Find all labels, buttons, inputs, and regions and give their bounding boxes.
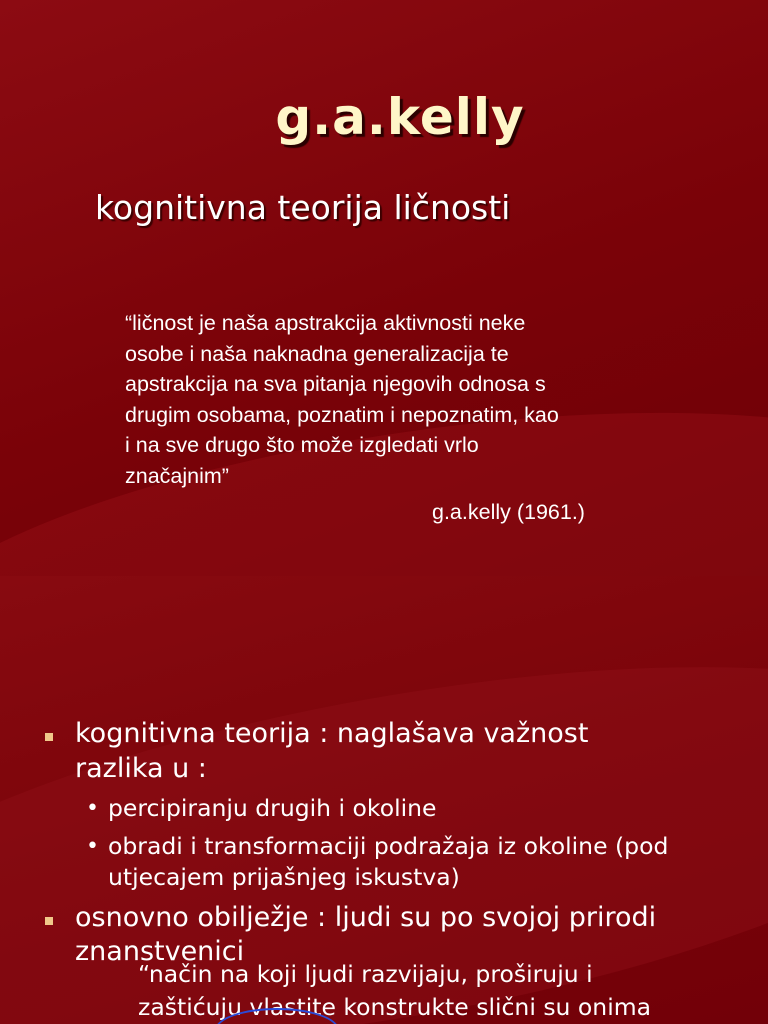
quote-block <box>138 958 738 1024</box>
slide-subtitle: kognitivna teorija ličnosti <box>95 188 511 227</box>
slide-title: g.a.kelly <box>275 88 525 146</box>
slide-2 <box>0 576 768 1024</box>
quote-line: drugim osobama, poznatim i nepoznatim, kao <box>125 402 559 427</box>
bullet-item <box>75 716 715 786</box>
square-bullet-icon <box>45 733 53 741</box>
round-bullet-icon: • <box>86 834 99 859</box>
quote-line: i na sve drugo što može izgledati vrlo <box>125 433 479 457</box>
quote-line: “način na koji ljudi razvijaju, proširuju i <box>138 960 593 988</box>
quote-line: apstrakcija na sva pitanja njegovih odnosa s <box>125 372 546 396</box>
bullet-line: kognitivna teorija : naglašava važnost <box>75 718 589 749</box>
round-bullet-icon: • <box>86 796 99 821</box>
sub-bullet-item <box>108 831 728 893</box>
quote-line: “ličnost je naša apstrakcija aktivnosti neke <box>125 311 526 335</box>
bullet-line: znanstvenici <box>75 936 245 967</box>
quote-line: zaštićuju vlastite konstrukte slični su onima <box>138 993 652 1021</box>
quote-line: osobe i naša naknadna generalizacija te <box>125 341 509 366</box>
sub-bullet-line: utjecajem prijašnjeg iskustva) <box>108 863 460 891</box>
quote-author: g.a.kelly (1961.) <box>432 500 585 524</box>
bullet-line: razlika u : <box>75 753 207 784</box>
quote-line: značajnim” <box>125 463 229 488</box>
sub-bullet-line: obradi i transformaciji podražaja iz okoline (pod <box>108 832 669 860</box>
square-bullet-icon <box>45 917 53 925</box>
bullet-line: osnovno obilježje : ljudi su po svojoj prirodi <box>75 902 657 933</box>
quote-block <box>125 308 665 491</box>
sub-bullet-item <box>108 793 728 824</box>
sub-bullet-line: percipiranju drugih i okoline <box>108 794 437 822</box>
